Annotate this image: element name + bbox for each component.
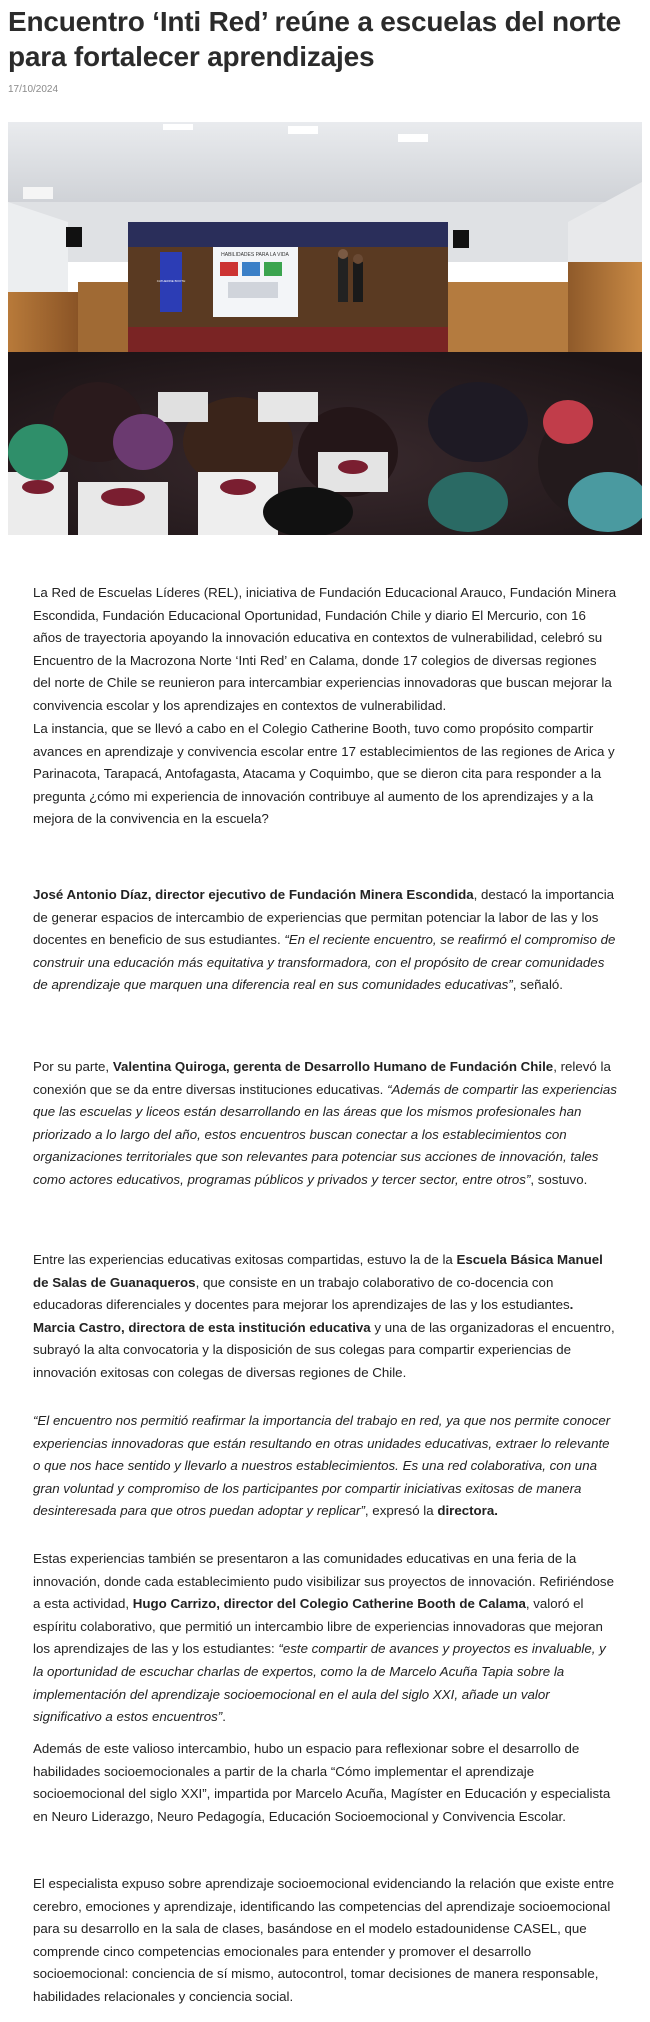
paragraph-text: Además de este valioso intercambio, hubo un espacio para reflexionar sobre el desarrollo de habilidades socioemocionales a partir de la charla “Cómo implementar el aprendizaje socioemocional del siglo XXI”, impartida por Marcelo Acuña, Magíster en Educación y especialista en Neuro Liderazgo, Neuro Pedagogía, Educación Socioemocional y Convivencia Escolar. <box>33 1741 611 1824</box>
paragraph-text: Entre las experiencias educativas exitosas compartidas, estuvo la de la <box>33 1252 457 1267</box>
screen-slide-title: HABILIDADES PARA LA VIDA <box>221 252 289 258</box>
paragraph-text: , sostuvo. <box>530 1171 588 1187</box>
paragraph-text: , relevó la conexión que se da entre diversas instituciones educativas. <box>33 1059 611 1097</box>
paragraph <box>33 718 617 831</box>
speaker-role: directora. <box>437 1503 498 1519</box>
paragraph-text: , destacó la importancia de generar espacios de intercambio de experiencias que permitan potenciar la labor de las y los docentes en beneficio de sus estudiantes. <box>33 887 615 948</box>
paragraph-text: El especialista expuso sobre aprendizaje socioemocional evidenciando la relación que existe entre cerebro, emociones y aprendizaje, identificando las competencias del aprendizaje socioemocional para su desarrollo en la sala de clases, basándose en el modelo estadounidense CASEL, que comprende cinco competencias emocionales para entender y promover el desarrollo socioemocional: conciencia de sí mismo, autocontrol, tomar decisiones de manera responsable, habilidades relacionales y conciencia social. <box>33 1876 614 2004</box>
paragraph <box>33 1873 617 2009</box>
bold-period: . <box>569 1297 574 1313</box>
speaker-name: Hugo Carrizo, director del Colegio Catherine Booth de Calama <box>132 1596 526 1612</box>
quote: “En el reciente encuentro, se reafirmó el compromiso de construir una educación más equitativa y transformadora, con el propósito de crear comunidades de aprendizaje que marquen una diferencia real en sus comunidades educativas” <box>33 932 616 993</box>
paragraph <box>33 582 617 718</box>
paragraph <box>33 884 617 997</box>
paragraph <box>33 1548 617 1729</box>
paragraph-text: La Red de Escuelas Líderes (REL), iniciativa de Fundación Educacional Arauco, Fundación Minera Escondida, Fundación Educacional Oportunidad, Fundación Chile y diario El Mercurio, con 16 años de trayectoria apoyando la innovación educativa en contextos de vulnerabilidad, celebró su Encuentro de la Macrozona Norte ‘Inti Red’ en Calama, donde 17 colegios de diversas regiones del norte de Chile se reunieron para intercambiar experiencias innovadoras que buscan mejorar la convivencia escolar y los aprendizajes en contextos de vulnerabilidad. <box>33 585 617 713</box>
speaker-name: Valentina Quiroga, gerenta de Desarrollo Humano de Fundación Chile <box>112 1059 554 1074</box>
paragraph-text: La instancia, que se llevó a cabo en el Colegio Catherine Booth, tuvo como propósito compartir avances en aprendizaje y convivencia escolar entre 17 establecimientos de las regiones de Arica y Parinacota, Tarapacá, Antofagasta, Atacama y Coquimbo, que se dieron cita para responder a la pregunta ¿cómo mi experiencia de innovación contribuye al aumento de los aprendizajes y a la mejora de la convivencia en la escuela? <box>33 721 615 827</box>
event-photo <box>8 122 642 535</box>
speaker-name: Marcia Castro, directora de esta institución educativa <box>33 1319 371 1335</box>
publish-date: 17/10/2024 <box>8 84 59 95</box>
paragraph <box>33 1410 617 1523</box>
paragraph-text: Estas experiencias también se presentaron a las comunidades educativas en una feria de la innovación, donde cada establecimiento pudo visibilizar sus proyectos de innovación. Refiriéndose a esta actividad, <box>33 1551 614 1612</box>
paragraph-text: Por su parte, <box>33 1059 113 1074</box>
paragraph-text: . <box>222 1709 226 1725</box>
paragraph-text: , señaló. <box>512 977 564 993</box>
paragraph-text: , expresó la <box>364 1503 438 1519</box>
paragraph <box>33 1738 617 1828</box>
paragraph-text: y una de las organizadoras el encuentro, subrayó la alta convocatoria y la disposición de sus colegas para compartir experiencias de innovación exitosas con colegas de diversas regiones de Chile. <box>33 1319 615 1380</box>
paragraph <box>33 1056 617 1192</box>
quote: “El encuentro nos permitió reafirmar la importancia del trabajo en red, ya que nos permite conocer experiencias innovadoras que están resultando en otras unidades educativas, extraer lo relevante o que nos hace sentido y llevarlo a nuestros establecimientos. Es una red colaborativa, con una gran voluntad y compromiso de los participantes por compartir iniciativas exitosas de manera desinteresada para que otros puedan adoptar y replicar” <box>33 1413 611 1519</box>
school-name: Escuela Básica Manuel de Salas de Guanaqueros <box>33 1252 603 1290</box>
article-title: Encuentro ‘Inti Red’ reúne a escuelas del norte para fortalecer aprendizajes <box>8 6 621 72</box>
paragraph <box>33 1249 617 1385</box>
banner-text: CATHERINE BOOTH <box>156 279 186 283</box>
quote: “este compartir de avances y proyectos es invaluable, y la oportunidad de escuchar charlas de expertos, como la de Marcelo Acuña Tapia sobre la implementación del aprendizaje socioemocional en el aula del siglo XXI, añade un valor significativo a estos encuentros” <box>33 1641 606 1725</box>
paragraph-text: , valoró el espíritu colaborativo, que permitió un intercambio libre de experiencias innovadoras que mejoran los aprendizajes de las y los estudiantes: <box>33 1596 603 1657</box>
speaker-name: José Antonio Díaz, director ejecutivo de Fundación Minera Escondida <box>33 887 474 902</box>
quote: “Además de compartir las experiencias que las escuelas y liceos están desarrollando en las áreas que los mismos profesionales han priorizado a lo largo del año, estos encuentros buscan conectar a los establecimientos con organizaciones territoriales que son relevantes para potenciar sus acciones de innovación, tales como actores educativos, programas públicos y privados y tercer sector, entre otros” <box>33 1081 617 1187</box>
paragraph-text: , que consiste en un trabajo colaborativo de co-docencia con educadoras diferenciales y docentes para mejorar los aprendizajes de las y los estudiantes <box>33 1274 570 1313</box>
